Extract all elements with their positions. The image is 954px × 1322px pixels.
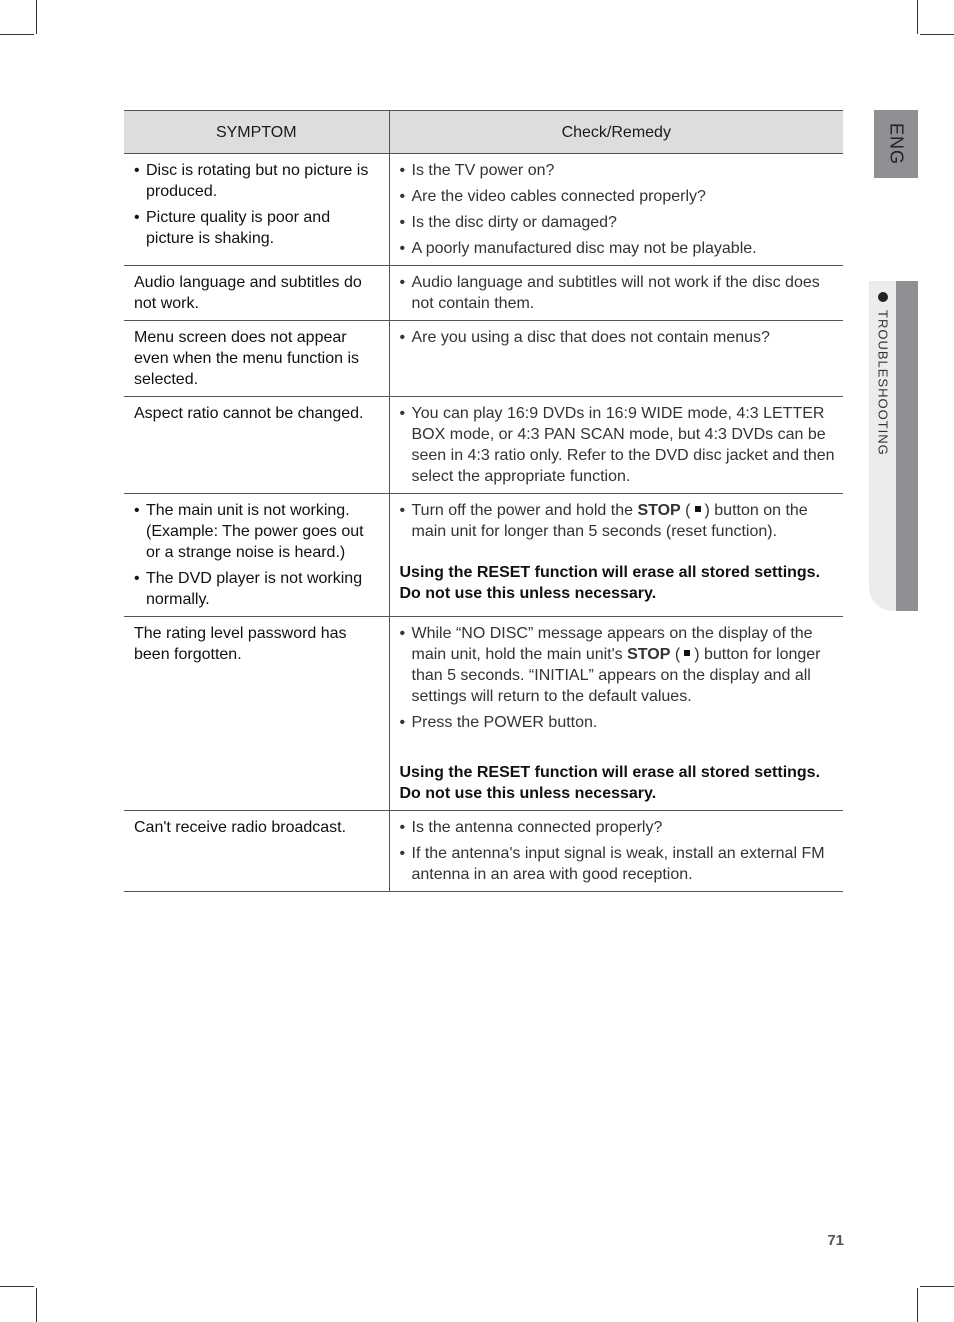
remedy-cell: • Is the antenna connected properly? • If the antenna's input signal is weak, install an external FM antenna in an area with good reception. <box>389 811 843 892</box>
symptom-cell: • Disc is rotating but no picture is produced. • Picture quality is poor and picture is shaking. <box>124 154 389 266</box>
symptom-header: SYMPTOM <box>124 111 389 154</box>
troubleshooting-table <box>124 110 843 892</box>
remedy-cell: • Turn off the power and hold the STOP ( ) button on the main unit for longer than 5 seconds (reset function). Using the RESET function will erase all stored settings. Do not use this unless necessary. <box>389 494 843 617</box>
stop-label: STOP <box>637 502 681 519</box>
remedy-text: Is the disc dirty or damaged? <box>411 214 617 231</box>
symptom-cell: • The main unit is not working. (Example: The power goes out or a strange noise is heard.) • The DVD player is not working normally. <box>124 494 389 617</box>
symptom-text: Picture quality is poor and picture is shaking. <box>146 209 331 247</box>
table-row <box>124 266 843 321</box>
remedy-cell: • Is the TV power on? • Are the video cables connected properly? • Is the disc dirty or damaged? • A poorly manufactured disc may not be playable. <box>389 154 843 266</box>
symptom-cell <box>124 811 389 892</box>
symptom-cell <box>124 397 389 494</box>
remedy-text: Is the TV power on? <box>411 162 555 179</box>
symptom-text: Can't receive radio broadcast. <box>134 819 347 836</box>
table-header-row <box>124 111 843 154</box>
language-label: ENG <box>886 122 907 166</box>
crop-mark <box>36 0 37 34</box>
reset-warning: Using the RESET function will erase all stored settings. Do not use this unless necessary. <box>399 764 821 802</box>
remedy-header: Check/Remedy <box>389 111 843 154</box>
reset-warning: Using the RESET function will erase all stored settings. Do not use this unless necessary. <box>399 564 821 602</box>
stop-icon <box>684 650 690 656</box>
remedy-text: Is the antenna connected properly? <box>411 819 663 836</box>
symptom-cell <box>124 266 389 321</box>
crop-mark <box>920 1286 954 1287</box>
stop-label: STOP <box>627 646 671 663</box>
page-number: 71 <box>827 1232 844 1249</box>
remedy-text: Are you using a disc that does not contain menus? <box>411 329 770 346</box>
remedy-cell: • You can play 16:9 DVDs in 16:9 WIDE mode, 4:3 LETTER BOX mode, or 4:3 PAN SCAN mode, but 4:3 DVDs can be seen in 4:3 ratio only. Refer to the DVD disc jacket and then select the appropriate function. <box>389 397 843 494</box>
table-row <box>124 494 843 617</box>
symptom-text: Audio language and subtitles do not work. <box>134 274 362 312</box>
table-row <box>124 321 843 397</box>
symptom-text: The rating level password has been forgotten. <box>134 625 347 663</box>
crop-mark <box>0 1286 34 1287</box>
remedy-cell: • Are you using a disc that does not contain menus? <box>389 321 843 397</box>
crop-mark <box>920 34 954 35</box>
remedy-text: Press the POWER button. <box>411 714 598 731</box>
language-tab <box>874 110 918 178</box>
table-row <box>124 397 843 494</box>
symptom-text: The main unit is not working. (Example: The power goes out or a strange noise is heard.) <box>146 502 364 561</box>
remedy-text: Audio language and subtitles will not work if the disc does not contain them. <box>411 274 820 312</box>
symptom-text: Aspect ratio cannot be changed. <box>134 405 364 422</box>
remedy-text: Are the video cables connected properly? <box>411 188 706 205</box>
crop-mark <box>917 1288 918 1322</box>
symptom-cell <box>124 617 389 811</box>
symptom-text: The DVD player is not working normally. <box>146 570 363 608</box>
table-row <box>124 617 843 811</box>
bullet-dot-icon <box>878 292 888 302</box>
symptom-cell <box>124 321 389 397</box>
remedy-text: A poorly manufactured disc may not be playable. <box>411 240 757 257</box>
crop-mark <box>36 1288 37 1322</box>
symptom-text: Disc is rotating but no picture is produced. <box>146 162 369 200</box>
crop-mark <box>917 0 918 34</box>
section-label: TROUBLESHOOTING <box>875 310 891 456</box>
table-row <box>124 154 843 266</box>
symptom-text: Menu screen does not appear even when the menu function is selected. <box>134 329 360 388</box>
table-row <box>124 811 843 892</box>
remedy-text: If the antenna's input signal is weak, install an external FM antenna in an area with good reception. <box>411 845 825 883</box>
remedy-cell: • Audio language and subtitles will not work if the disc does not contain them. <box>389 266 843 321</box>
crop-mark <box>0 34 34 35</box>
stop-icon <box>695 506 701 512</box>
remedy-text: Turn off the power and hold the STOP ( ) button on the main unit for longer than 5 seconds (reset function). <box>411 502 808 540</box>
remedy-text: While “NO DISC” message appears on the display of the main unit, hold the main unit's STOP ( ) button for longer than 5 seconds. “INITIAL” appears on the display and all settings will return to the default values. <box>411 625 821 705</box>
remedy-text: You can play 16:9 DVDs in 16:9 WIDE mode, 4:3 LETTER BOX mode, or 4:3 PAN SCAN mode, but 4:3 DVDs can be seen in 4:3 ratio only. Refer to the DVD disc jacket and then select the appropriate function. <box>411 405 835 485</box>
remedy-cell: • While “NO DISC” message appears on the display of the main unit, hold the main unit's STOP ( ) button for longer than 5 seconds. “INITIAL” appears on the display and all settings will return to the default values. • Press the POWER button. Using the RESET function will erase all stored settings. Do not use this unless necessary. <box>389 617 843 811</box>
section-tab-bar <box>896 281 918 611</box>
section-tab <box>869 281 918 611</box>
